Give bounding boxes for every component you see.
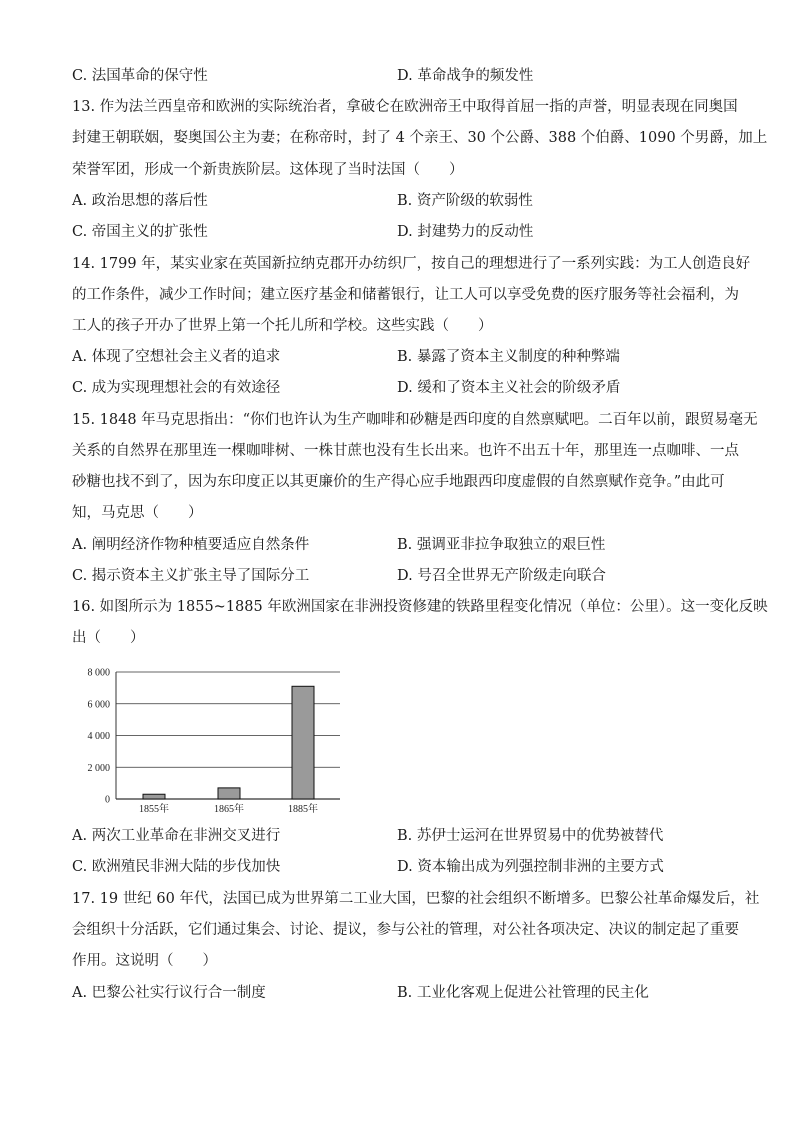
q17-stem-line-1: 17. 19 世纪 60 年代，法国已成为世界第二工业大国，巴黎的社会组织不断增多。巴黎公社革命爆发后，社 [72,891,760,907]
q14-option-a: A. 体现了空想社会主义者的追求 [72,349,281,365]
q15-stem-line-3: 砂糖也找不到了，因为东印度正以其更廉价的生产得心应手地跟西印度虚假的自然禀赋作竞争。”由此可 [72,474,725,490]
q13-option-a: A. 政治思想的落后性 [72,193,208,209]
q14-stem-line-3: 工人的孩子开办了世界上第一个托儿所和学校。这些实践（ ） [72,318,493,334]
q14-option-b: B. 暴露了资本主义制度的种种弊端 [397,349,620,365]
q12-option-d: D. 革命战争的频发性 [397,68,534,84]
q17-stem-line-3: 作用。这说明（ ） [72,953,217,969]
y-tick-label: 2 000 [87,762,110,774]
q14-stem-line-1: 14. 1799 年，某实业家在英国新拉纳克郡开办纺织厂，按自己的理想进行了一系列实践：为工人创造良好 [72,256,751,272]
bar [218,788,240,799]
bar [143,794,165,799]
y-tick-label: 4 000 [87,731,110,742]
q15-option-d: D. 号召全世界无产阶级走向联合 [397,568,606,584]
q12-option-c: C. 法国革命的保守性 [72,68,208,84]
x-tick-label: 1885年 [288,804,318,815]
x-tick-label: 1865年 [214,804,244,815]
q13-stem-line-3: 荣誉军团，形成一个新贵族阶层。这体现了当时法国（ ） [72,162,464,178]
q13-option-d: D. 封建势力的反动性 [397,224,534,240]
q13-option-c: C. 帝国主义的扩张性 [72,224,208,240]
y-tick-label: 8 000 [87,667,110,679]
q16-option-b: B. 苏伊士运河在世界贸易中的优势被替代 [397,828,664,844]
q14-option-c: C. 成为实现理想社会的有效途径 [72,380,281,396]
q16-option-d: D. 资本输出成为列强控制非洲的主要方式 [397,859,664,875]
q17-option-a: A. 巴黎公社实行议行合一制度 [72,985,266,1001]
q15-option-c: C. 揭示资本主义扩张主导了国际分工 [72,568,310,584]
q15-stem-line-1: 15. 1848 年马克思指出：“你们也许认为生产咖啡和砂糖是西印度的自然禀赋吧。二百年以前，跟贸易毫无 [72,412,758,428]
q13-stem-line-2: 封建王朝联姻，娶奥国公主为妻；在称帝时，封了 4 个亲王、30 个公爵、388 个伯爵、1090 个男爵，加上 [72,130,768,146]
q15-option-b: B. 强调亚非拉争取独立的艰巨性 [397,537,606,553]
q14-option-d: D. 缓和了资本主义社会的阶级矛盾 [397,380,621,396]
q15-option-a: A. 阐明经济作物种植要适应自然条件 [72,537,310,553]
q16-option-c: C. 欧洲殖民非洲大陆的步伐加快 [72,859,281,875]
q14-stem-line-2: 的工作条件，减少工作时间；建立医疗基金和储蓄银行，让工人可以享受免费的医疗服务等社会福利，为 [72,287,739,303]
y-tick-label: 6 000 [87,699,110,711]
q16-option-a: A. 两次工业革命在非洲交叉进行 [72,828,281,844]
q16-stem-line-1: 16. 如图所示为 1855~1885 年欧洲国家在非洲投资修建的铁路里程变化情况（单位：公里）。这一变化反映 [72,599,768,615]
bar [292,686,314,799]
q13-stem-line-1: 13. 作为法兰西皇帝和欧洲的实际统治者，拿破仑在欧洲帝王中取得首屈一指的声誉，明显表现在同奥国 [72,99,738,115]
q15-stem-line-4: 知，马克思（ ） [72,505,203,521]
y-tick-label: 0 [105,794,110,806]
q15-stem-line-2: 关系的自然界在那里连一棵咖啡树、一株甘蔗也没有生长出来。也许不出五十年，那里连一点咖啡、一点 [72,443,739,459]
q13-option-b: B. 资产阶级的软弱性 [397,193,533,209]
x-tick-label: 1855年 [139,804,169,815]
railway-mileage-bar-chart [72,660,362,825]
q17-option-b: B. 工业化客观上促进公社管理的民主化 [397,985,649,1001]
q16-stem-line-2: 出（ ） [72,630,145,646]
q17-stem-line-2: 会组织十分活跃，它们通过集会、讨论、提议，参与公社的管理，对公社各项决定、决议的制定起了重要 [72,922,739,938]
